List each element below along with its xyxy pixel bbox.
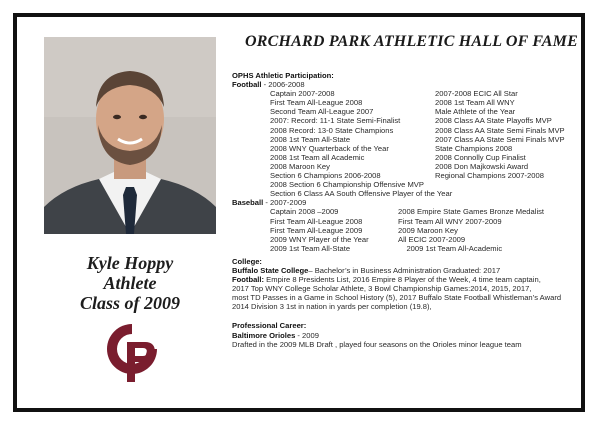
list-item: 2009 1st Team All-Academic [398, 243, 503, 253]
list-item: First Team All-League 2008 [270, 98, 363, 108]
college-football-line: most TD Passes in a Game in School History (5), 2017 Buffalo State Football Whistleman’s Award [232, 293, 562, 303]
participation-heading: OPHS Athletic Participation: [232, 71, 334, 80]
career-section [232, 321, 577, 348]
list-item: 2009 WNY Player of the Year [270, 234, 369, 244]
portrait-image [44, 37, 216, 234]
list-item: First Team All WNY 2007-2009 [398, 216, 502, 226]
baseball-heading: Baseball - 2007-2009 [232, 198, 307, 208]
inductee-role: Athlete [103, 273, 157, 293]
list-item: Second Team All-League 2007 [270, 107, 374, 117]
op-logo-icon [103, 320, 161, 384]
baseball-right-column [398, 207, 577, 252]
college-football-line: 2017 Top WNY College Scholar Athlete, 3 Bowl Championship Games:2014, 2015, 2017, [232, 284, 532, 294]
college-school: Buffalo State College– Bachelor’s in Business Administration Graduated: 2017 [232, 265, 501, 275]
list-item: Captain 2008 –2009 [270, 207, 339, 217]
list-item: Section 6 Class AA South Offensive Player of the Year [270, 189, 453, 199]
college-football-line: 2014 Division 3 1st in nation in yards per completion (19.8), [232, 302, 432, 312]
inductee-caption [44, 253, 216, 313]
plaque-frame [13, 13, 585, 412]
football-right-column [435, 89, 577, 198]
list-item: 2007: Record: 11-1 State Semi-Finalist [270, 116, 401, 126]
list-item: 2008 Section 6 Championship Offensive MVP [270, 180, 424, 190]
list-item: Regional Champions 2007-2008 [435, 171, 544, 181]
list-item: 2009 Maroon Key [398, 225, 458, 235]
list-item: 2009 1st Team All-State [270, 243, 351, 253]
college-heading: College: [232, 256, 262, 266]
career-detail: Drafted in the 2009 MLB Draft , played four seasons on the Orioles minor league team [232, 339, 522, 349]
list-item: 2008 Connolly Cup Finalist [435, 152, 526, 162]
list-item: 2008 1st Team All-State [270, 134, 351, 144]
baseball-left-column [270, 207, 398, 252]
list-item: Male Athlete of the Year [435, 107, 516, 117]
list-item: 2008 Empire State Games Bronze Medalist [398, 207, 545, 217]
inductee-class: Class of 2009 [79, 293, 180, 313]
list-item: 2008 WNY Quarterback of the Year [270, 143, 389, 153]
career-heading: Professional Career: [232, 321, 307, 331]
inductee-photo [44, 37, 216, 234]
list-item: All ECIC 2007-2009 [398, 234, 466, 244]
list-item: Captain 2007-2008 [270, 89, 335, 99]
achievements [232, 71, 577, 349]
college-section [232, 257, 577, 312]
list-item: Section 6 Champions 2006-2008 [270, 171, 381, 181]
baseball-achievements [232, 207, 577, 252]
football-achievements [232, 89, 577, 198]
list-item: First Team All-League 2008 [270, 216, 363, 226]
list-item: 2008 Class AA State Playoffs MVP [435, 116, 552, 126]
list-item: 2007-2008 ECIC All Star [435, 89, 518, 99]
list-item: 2008 Record: 13-0 State Champions [270, 125, 394, 135]
list-item: State Champions 2008 [435, 143, 513, 153]
list-item: 2008 1st Team All WNY [435, 98, 515, 108]
football-heading: Football - 2006-2008 [232, 80, 305, 90]
list-item: 2008 Class AA State Semi Finals MVP [435, 125, 565, 135]
football-left-column [270, 89, 453, 199]
career-team: Baltimore Orioles - 2009 [232, 330, 319, 340]
college-football-line: Football: Empire 8 Presidents List, 2016 Empire 8 Player of the Week, 4 time team captain, [232, 275, 541, 285]
list-item: 2008 1st Team all Academic [270, 152, 365, 162]
page-title: ORCHARD PARK ATHLETIC HALL OF FAME [245, 33, 578, 50]
list-item: 2007 Class AA State Semi Finals MVP [435, 134, 565, 144]
list-item: First Team All-League 2009 [270, 225, 363, 235]
inductee-name: Kyle Hoppy [86, 253, 174, 273]
list-item: 2008 Don Majkowski Award [435, 161, 529, 171]
list-item: 2008 Maroon Key [270, 161, 330, 171]
